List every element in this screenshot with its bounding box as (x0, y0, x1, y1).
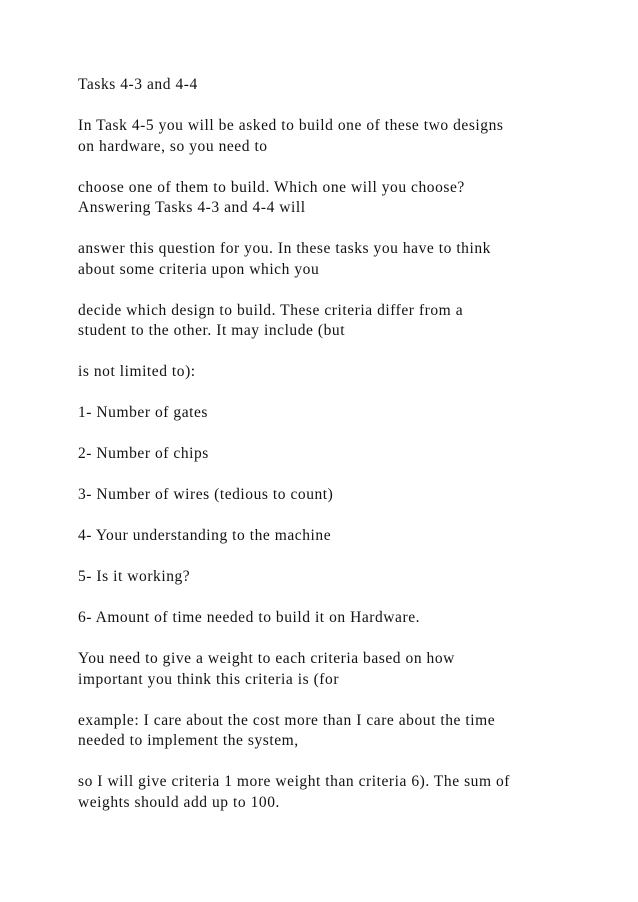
paragraph (78, 362, 578, 383)
criteria-item (78, 526, 578, 547)
criteria-item (78, 444, 578, 465)
criteria-item (78, 403, 578, 424)
paragraph (78, 649, 578, 690)
text-line: example: I care about the cost more than I care about the time (78, 711, 496, 729)
paragraph (78, 178, 578, 219)
text-line: 4- Your understanding to the machine (78, 527, 332, 544)
paragraph (78, 301, 578, 342)
paragraph (78, 772, 578, 813)
text-line: answer this question for you. In these tasks you have to think (78, 240, 491, 257)
text-line: choose one of them to build. Which one will you choose? (78, 178, 465, 196)
paragraph (78, 711, 578, 752)
text-line: 6- Amount of time needed to build it on Hardware. (78, 609, 421, 626)
text-line: so I will give criteria 1 more weight than criteria 6). The sum of (78, 773, 511, 790)
text-line: Tasks 4-3 and 4-4 (78, 76, 198, 93)
text-line: decide which design to build. These criteria differ from a (78, 301, 464, 319)
text-line: You need to give a weight to each criteria based on how (78, 650, 455, 667)
text-line: on hardware, so you need to (78, 137, 268, 155)
text-line: student to the other. It may include (but (78, 322, 346, 339)
text-line: is not limited to): (78, 363, 196, 380)
document-body (78, 75, 578, 834)
criteria-item (78, 608, 578, 629)
task-heading (78, 75, 578, 96)
text-line: 2- Number of chips (78, 445, 209, 462)
text-line: Answering Tasks 4-3 and 4-4 will (78, 199, 306, 216)
criteria-item (78, 567, 578, 588)
text-line: needed to implement the system, (78, 732, 299, 749)
paragraph (78, 239, 578, 280)
criteria-item (78, 485, 578, 506)
paragraph (78, 116, 578, 157)
text-line: In Task 4-5 you will be asked to build one of these two designs (78, 117, 504, 134)
text-line: weights should add up to 100. (78, 793, 280, 811)
text-line: 5- Is it working? (78, 568, 191, 585)
text-line: important you think this criteria is (for (78, 670, 340, 688)
text-line: about some criteria upon which you (78, 260, 320, 278)
text-line: 3- Number of wires (tedious to count) (78, 486, 334, 503)
text-line: 1- Number of gates (78, 404, 208, 421)
